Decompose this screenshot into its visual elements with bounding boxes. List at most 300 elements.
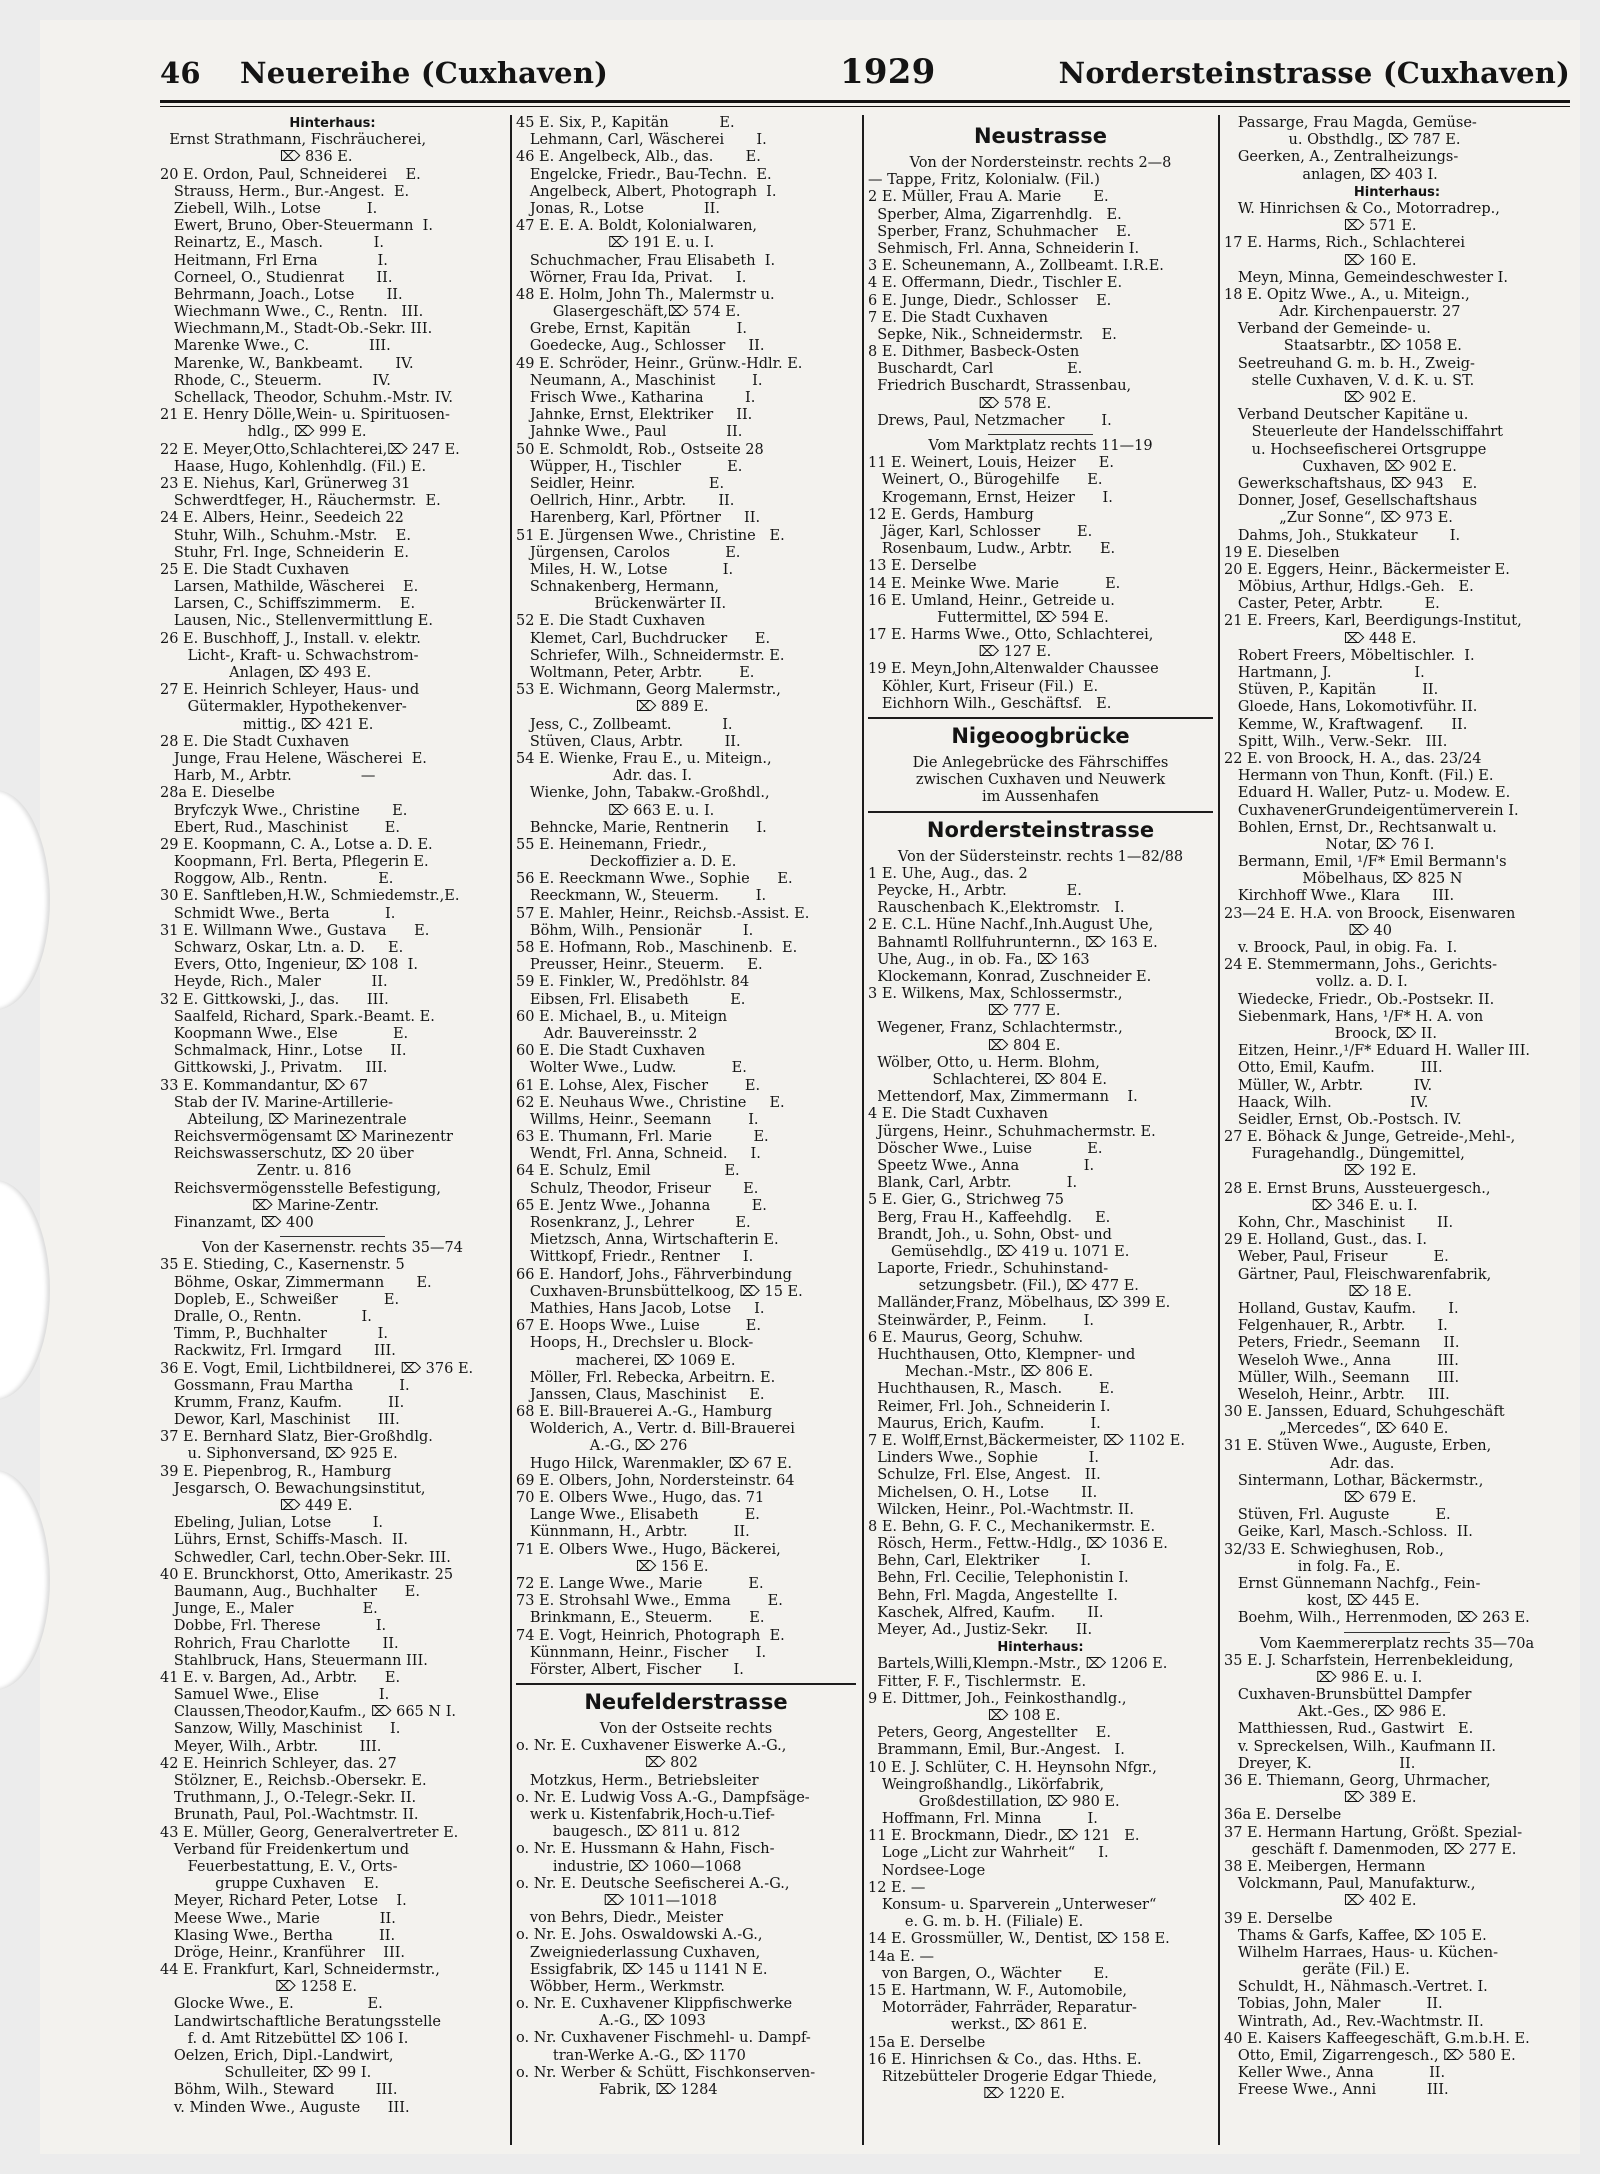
directory-entry: 43 E. Müller, Georg, Generalvertreter E.	[160, 1824, 459, 1841]
directory-entry: 68 E. Bill-Brauerei A.-G., Hamburg	[516, 1404, 772, 1421]
directory-entry: 39 E. Derselbe	[1224, 1910, 1333, 1927]
directory-entry: 74 E. Vogt, Heinrich, Photograph E.	[516, 1627, 785, 1644]
directory-entry: Miles, H. W., Lotse I.	[516, 561, 734, 578]
directory-entry: 32/33 E. Schwieghusen, Rob.,	[1224, 1541, 1444, 1558]
directory-entry: Siebenmark, Hans, ¹/F* H. A. von	[1224, 1008, 1484, 1025]
directory-entry: 60 E. Die Stadt Cuxhaven	[516, 1043, 706, 1060]
directory-entry: 73 E. Strohsahl Wwe., Emma E.	[516, 1593, 783, 1610]
directory-entry: industrie, ⌦ 1060—1068	[516, 1858, 742, 1875]
range-note: im Aussenhafen	[982, 789, 1099, 806]
directory-entry: Weseloh Wwe., Anna III.	[1224, 1352, 1459, 1369]
directory-entry: Malländer,Franz, Möbelhaus, ⌦ 399 E.	[868, 1295, 1171, 1312]
directory-entry: Uhe, Aug., in ob. Fa., ⌦ 163	[868, 951, 1090, 968]
directory-entry: 67 E. Hoops Wwe., Luise E.	[516, 1318, 761, 1335]
directory-entry: Haase, Hugo, Kohlenhdlg. (Fil.) E.	[160, 458, 427, 475]
directory-entry: ⌦ 108 E.	[868, 1707, 1061, 1724]
directory-entry: Junge, E., Maler E.	[160, 1601, 378, 1618]
directory-entry: 31 E. Willmann Wwe., Gustava E.	[160, 922, 430, 939]
directory-entry: mittig., ⌦ 421 E.	[160, 716, 374, 733]
directory-entry: Jess, C., Zollbeamt. I.	[516, 716, 733, 733]
directory-entry: tran-Werke A.-G., ⌦ 1170	[516, 2047, 746, 2064]
directory-entry: 12 E. —	[868, 1879, 926, 1896]
directory-entry: — Tappe, Fritz, Kolonialw. (Fil.)	[868, 172, 1100, 189]
directory-entry: Zweigniederlassung Cuxhaven,	[516, 1944, 761, 1961]
directory-entry: Wiedecke, Friedr., Ob.-Postsekr. II.	[1224, 991, 1495, 1008]
directory-entry: baugesch., ⌦ 811 u. 812	[516, 1824, 741, 1841]
directory-entry: ⌦ 889 E.	[516, 699, 709, 716]
directory-entry: 72 E. Lange Wwe., Marie E.	[516, 1575, 764, 1592]
directory-entry: 21 E. Henry Dölle,Wein- u. Spirituosen-	[160, 407, 450, 424]
directory-entry: Oellrich, Hinr., Arbtr. II.	[516, 493, 735, 510]
directory-entry: Essigfabrik, ⌦ 145 u 1141 N E.	[516, 1961, 768, 1978]
directory-columns	[160, 115, 1570, 2154]
binder-holes	[0, 0, 60, 2174]
directory-entry: 40 E. Brunckhorst, Otto, Amerikastr. 25	[160, 1566, 454, 1583]
directory-entry: Meyer, Ad., Justiz-Sekr. II.	[868, 1622, 1093, 1638]
directory-entry: Peycke, H., Arbtr. E.	[868, 882, 1082, 899]
directory-entry: ⌦ 836 E.	[160, 149, 353, 166]
directory-entry: Gütermakler, Hypothekenver-	[160, 699, 407, 716]
directory-entry: Larsen, Mathilde, Wäscherei E.	[160, 579, 419, 596]
directory-entry: Nordsee-Loge	[868, 1862, 986, 1879]
directory-entry: Kaschek, Alfred, Kaufm. II.	[868, 1604, 1104, 1621]
directory-entry: Maurus, Erich, Kaufm. I.	[868, 1415, 1101, 1432]
directory-entry: Jäger, Karl, Schlosser E.	[868, 523, 1093, 540]
directory-entry: 53 E. Wichmann, Georg Malermstr.,	[516, 682, 781, 699]
directory-entry: kost, ⌦ 445 E.	[1224, 1593, 1420, 1610]
directory-entry: Ernst Günnemann Nachfg., Fein-	[1224, 1575, 1481, 1592]
directory-entry: 18 E. Opitz Wwe., A., u. Miteign.,	[1224, 286, 1470, 303]
directory-entry: Reimer, Frl. Joh., Schneiderin I.	[868, 1398, 1111, 1415]
directory-entry: Sperber, Alma, Zigarrenhdlg. E.	[868, 206, 1122, 223]
directory-entry: Ebert, Rud., Maschinist E.	[160, 819, 400, 836]
directory-entry: Finanzamt, ⌦ 400	[160, 1215, 314, 1231]
directory-entry: Schmalmack, Hinr., Lotse II.	[160, 1043, 407, 1060]
directory-entry: Adr. das. I.	[516, 768, 693, 785]
directory-entry: Ritzebütteler Drogerie Edgar Thiede,	[868, 2068, 1157, 2085]
directory-entry: Abteilung, ⌦ Marinezentrale	[160, 1111, 407, 1128]
directory-entry: Stuhr, Frl. Inge, Schneiderin E.	[160, 544, 409, 561]
right-running-title: Nordersteinstrasse (Cuxhaven)	[1058, 56, 1570, 90]
directory-entry: CuxhavenerGrundeigentümerverein I.	[1224, 802, 1519, 819]
directory-entry: Wolderich, A., Vertr. d. Bill-Brauerei	[516, 1421, 795, 1438]
directory-entry: ⌦ Marine-Zentr.	[160, 1197, 379, 1214]
directory-entry: Dreyer, K. II.	[1224, 1755, 1416, 1772]
directory-entry: Mettendorf, Max, Zimmermann I.	[868, 1089, 1138, 1106]
directory-entry: Wegener, Franz, Schlachtermstr.,	[868, 1020, 1123, 1037]
directory-entry: Heitmann, Frl Erna I.	[160, 252, 388, 269]
directory-entry: Schuldt, H., Nähmasch.-Vertret. I.	[1224, 1979, 1488, 1996]
directory-entry: Dobbe, Frl. Therese I.	[160, 1618, 387, 1635]
directory-entry: Laporte, Friedr., Schuhinstand-	[868, 1261, 1109, 1278]
range-note: zwischen Cuxhaven und Neuwerk	[915, 772, 1166, 789]
directory-entry: 40 E. Kaisers Kaffeegeschäft, G.m.b.H. E.	[1224, 2030, 1530, 2047]
directory-entry: Peters, Georg, Angestellter E.	[868, 1725, 1111, 1742]
directory-entry: Wölber, Otto, u. Herm. Blohm,	[868, 1054, 1100, 1071]
directory-entry: Otto, Emil, Zigarrengesch., ⌦ 580 E.	[1224, 2048, 1516, 2064]
directory-entry: 27 E. Heinrich Schleyer, Haus- und	[160, 682, 420, 699]
directory-entry: Futtermittel, ⌦ 594 E.	[868, 609, 1109, 626]
directory-entry: Preusser, Heinr., Steuerm. E.	[516, 957, 763, 974]
directory-entry: Behncke, Marie, Rentnerin I.	[516, 819, 767, 836]
directory-entry: Frisch Wwe., Katharina I.	[516, 390, 756, 406]
directory-entry: Harenberg, Karl, Pförtner II.	[516, 510, 761, 527]
directory-entry: ⌦ 1220 E.	[868, 2086, 1066, 2103]
directory-entry: Gärtner, Paul, Fleischwarenfabrik,	[1224, 1266, 1492, 1283]
directory-entry: Stölzner, E., Reichsb.-Obersekr. E.	[160, 1773, 427, 1789]
directory-entry: Gemüsehdlg., ⌦ 419 u. 1071 E.	[868, 1243, 1130, 1260]
directory-entry: 10 E. J. Schlüter, C. H. Heynsohn Nfgr.,	[868, 1759, 1157, 1776]
directory-entry: Ewert, Bruno, Ober-Steuermann I.	[160, 218, 433, 235]
directory-entry: Müller, W., Arbtr. IV.	[1224, 1077, 1433, 1094]
directory-entry: Kemme, W., Kraftwagenf. II.	[1224, 716, 1468, 733]
directory-entry: Wüpper, H., Tischler E.	[516, 458, 743, 475]
separator	[1224, 1628, 1570, 1636]
directory-entry: 29 E. Koopmann, C. A., Lotse a. D. E.	[160, 836, 433, 853]
directory-entry: Felgenhauer, R., Arbtr. I.	[1224, 1318, 1448, 1335]
directory-entry: 8 E. Dithmer, Basbeck-Osten	[868, 344, 1080, 361]
directory-entry: ⌦ 902 E.	[1224, 390, 1417, 406]
directory-entry: 11 E. Brockmann, Diedr., ⌦ 121 E.	[868, 1828, 1140, 1845]
directory-entry: 70 E. Olbers Wwe., Hugo, das. 71	[516, 1490, 765, 1506]
directory-entry: Cuxhaven-Brunsbüttelkoog, ⌦ 15 E.	[516, 1283, 803, 1300]
directory-entry: Huchthausen, Otto, Klempner- und	[868, 1347, 1136, 1363]
separator	[868, 430, 1213, 438]
directory-entry: ⌦ 663 E. u. I.	[516, 802, 715, 819]
directory-entry: 56 E. Reeckmann Wwe., Sophie E.	[516, 871, 793, 888]
directory-entry: Brammann, Emil, Bur.-Angest. I.	[868, 1742, 1125, 1759]
directory-entry: Jürgens, Heinr., Schuhmachermstr. E.	[868, 1123, 1156, 1140]
directory-entry: 23 E. Niehus, Karl, Grünerweg 31	[160, 475, 411, 492]
directory-entry: Weber, Paul, Friseur E.	[1224, 1249, 1449, 1266]
directory-entry: Reeckmann, W., Steuerm. I.	[516, 888, 767, 905]
directory-entry: 57 E. Mahler, Heinr., Reichsb.-Assist. E.	[516, 905, 810, 922]
directory-entry: 29 E. Holland, Gust., das. I.	[1224, 1232, 1427, 1249]
directory-entry: Berg, Frau H., Kaffeehdlg. E.	[868, 1209, 1111, 1226]
directory-entry: u. Obsthdlg., ⌦ 787 E.	[1224, 132, 1461, 149]
directory-entry: 41 E. v. Bargen, Ad., Arbtr. E.	[160, 1669, 401, 1686]
directory-entry: Koopmann Wwe., Else E.	[160, 1025, 409, 1042]
directory-entry: 26 E. Buschhoff, J., Install. v. elektr.	[160, 630, 421, 647]
directory-entry: Ebeling, Julian, Lotse I.	[160, 1515, 384, 1532]
directory-entry: Rösch, Herm., Fettw.-Hdlg., ⌦ 1036 E.	[868, 1536, 1168, 1553]
directory-entry: Bahnamtl Rollfuhrunternn., ⌦ 163 E.	[868, 934, 1158, 951]
directory-entry: Bermann, Emil, ¹/F* Emil Bermann's	[1224, 854, 1507, 871]
directory-entry: Schulleiter, ⌦ 99 I.	[160, 2065, 372, 2082]
directory-entry: Meyer, Wilh., Arbtr. III.	[160, 1738, 382, 1755]
directory-entry: Wienke, John, Tabakw.-Großhdl.,	[516, 785, 770, 802]
directory-entry: o. Nr. E. Hussmann & Hahn, Fisch-	[516, 1841, 775, 1858]
column-divider	[862, 115, 864, 2145]
directory-entry: Behn, Carl, Elektriker I.	[868, 1553, 1091, 1570]
directory-entry: werkst., ⌦ 861 E.	[868, 2017, 1088, 2034]
directory-entry: Brinkmann, E., Steuerm. E.	[516, 1610, 765, 1627]
directory-entry: 16 E. Hinrichsen & Co., das. Hths. E.	[868, 2051, 1142, 2068]
directory-entry: Brunath, Paul, Pol.-Wachtmstr. II.	[160, 1807, 419, 1824]
directory-entry: macherei, ⌦ 1069 E.	[516, 1352, 736, 1369]
directory-entry: Steinwärder, P., Feinm. I.	[868, 1312, 1094, 1329]
directory-entry: o. Nr. Werber & Schütt, Fischkonserven-	[516, 2064, 816, 2081]
directory-entry: Neumann, A., Maschinist I.	[516, 372, 763, 389]
directory-entry: o. Nr. E. Deutsche Seefischerei A.-G.,	[516, 1875, 790, 1892]
directory-entry: 46 E. Angelbeck, Alb., das. E.	[516, 149, 761, 166]
directory-entry: Akt.-Ges., ⌦ 986 E.	[1224, 1704, 1447, 1721]
directory-entry: v. Minden Wwe., Auguste III.	[160, 2099, 410, 2116]
directory-entry: u. Hochseefischerei Ortsgruppe	[1224, 441, 1487, 458]
directory-entry: Janssen, Claus, Maschinist E.	[516, 1386, 765, 1403]
directory-entry: Weinert, O., Bürogehilfe E.	[868, 472, 1103, 489]
directory-entry: 39 E. Piepenbrog, R., Hamburg	[160, 1463, 392, 1480]
directory-entry: Gewerkschaftshaus, ⌦ 943 E.	[1224, 475, 1478, 492]
directory-entry: 22 E. von Broock, H. A., das. 23/24	[1224, 750, 1482, 767]
directory-entry: Jürgensen, Carolos E.	[516, 544, 741, 561]
directory-entry: Eichhorn Wilh., Geschäftsf. E.	[868, 695, 1112, 712]
directory-entry: Seidler, Heinr. E.	[516, 475, 725, 492]
street-heading: Neustrasse	[973, 124, 1108, 148]
directory-entry: Roggow, Alb., Rentn. E.	[160, 871, 394, 888]
directory-entry: Feuerbestattung, E. V., Orts-	[160, 1858, 398, 1875]
directory-entry: Glocke Wwe., E. E.	[160, 1996, 383, 2013]
directory-entry: 59 E. Finkler, W., Predöhlstr. 84	[516, 974, 750, 991]
directory-entry: Blank, Carl, Arbtr. I.	[868, 1175, 1078, 1192]
directory-entry: Großdestillation, ⌦ 980 E.	[868, 1793, 1120, 1810]
directory-entry: Stahlbruck, Hans, Steuermann III.	[160, 1652, 428, 1669]
directory-entry: Wöbber, Herm., Werkmstr.	[516, 1978, 725, 1995]
directory-entry: Müller, Wilh., Seemann III.	[1224, 1369, 1460, 1386]
directory-entry: Klasing Wwe., Bertha II.	[160, 1927, 396, 1944]
header-rule	[160, 100, 1570, 103]
directory-entry: Furagehandlg., Düngemittel,	[1224, 1146, 1465, 1163]
directory-entry: Matthiessen, Rud., Gastwirt E.	[1224, 1721, 1474, 1738]
range-note: Die Anlegebrücke des Fährschiffes	[912, 755, 1169, 771]
directory-entry: 69 E. Olbers, John, Nordersteinstr. 64	[516, 1472, 795, 1489]
directory-entry: Fabrik, ⌦ 1284	[516, 2082, 718, 2098]
directory-entry: Ziebell, Wilh., Lotse I.	[160, 200, 378, 217]
directory-entry: Hoffmann, Frl. Minna I.	[868, 1811, 1098, 1828]
directory-entry: 3 E. Scheunemann, A., Zollbeamt. I.R.E.	[868, 258, 1164, 275]
directory-entry: 17 E. Harms Wwe., Otto, Schlachterei,	[868, 627, 1154, 644]
directory-entry: Gittkowski, J., Privatm. III.	[160, 1060, 388, 1077]
directory-entry: 27 E. Böhack & Junge, Getreide-,Mehl-,	[1224, 1129, 1516, 1146]
column-2	[516, 115, 856, 2154]
directory-entry: 2 E. Müller, Frau A. Marie E.	[868, 189, 1109, 206]
directory-entry: Reichsvermögensstelle Befestigung,	[160, 1180, 441, 1197]
directory-entry: 38 E. Meibergen, Hermann	[1224, 1858, 1426, 1875]
directory-entry: Geerken, A., Zentralheizungs-	[1224, 149, 1459, 166]
directory-entry: 35 E. Stieding, C., Kasernenstr. 5	[160, 1257, 405, 1274]
directory-entry: Schwedler, Carl, techn.Ober-Sekr. III.	[160, 1549, 451, 1566]
directory-entry: Klockemann, Konrad, Zuschneider E.	[868, 968, 1152, 985]
directory-entry: Verband Deutscher Kapitäne u.	[1224, 407, 1469, 424]
directory-entry: ⌦ 777 E.	[868, 1003, 1061, 1020]
directory-entry: ⌦ 448 E.	[1224, 630, 1417, 647]
directory-entry: A.-G., ⌦ 276	[516, 1438, 688, 1455]
directory-entry: 44 E. Frankfurt, Karl, Schneidermstr.,	[160, 1962, 440, 1979]
street-heading: Nordersteinstrasse	[868, 811, 1213, 847]
directory-entry: 36 E. Thiemann, Georg, Uhrmacher,	[1224, 1773, 1491, 1789]
directory-entry: 35 E. J. Scharfstein, Herrenbekleidung,	[1224, 1652, 1514, 1669]
directory-entry: Möller, Frl. Rebecka, Arbeitrn. E.	[516, 1369, 776, 1386]
directory-entry: 49 E. Schröder, Heinr., Grünw.-Hdlr. E.	[516, 355, 803, 372]
directory-page	[40, 20, 1580, 2154]
directory-entry: Deckoffizier a. D. E.	[516, 854, 737, 871]
directory-entry: 37 E. Hermann Hartung, Größt. Spezial-	[1224, 1824, 1523, 1841]
directory-entry: Schwerdtfeger, H., Räuchermstr. E.	[160, 493, 441, 510]
directory-entry: geschäft f. Damenmoden, ⌦ 277 E.	[1224, 1841, 1517, 1858]
directory-entry: ⌦ 802	[516, 1755, 698, 1772]
directory-entry: Oelzen, Erich, Dipl.-Landwirt,	[160, 2048, 394, 2064]
directory-entry: e. G. m. b. H. (Filiale) E.	[868, 1914, 1084, 1931]
directory-entry: 64 E. Schulz, Emil E.	[516, 1163, 740, 1180]
directory-entry: 28 E. Ernst Bruns, Aussteuergesch.,	[1224, 1180, 1491, 1197]
directory-entry: Meyn, Minna, Gemeindeschwester I.	[1224, 269, 1508, 286]
directory-entry: 5 E. Gier, G., Strichweg 75	[868, 1192, 1065, 1209]
directory-entry: 23—24 E. H.A. von Broock, Eisenwaren	[1224, 905, 1516, 922]
directory-entry: 28 E. Die Stadt Cuxhaven	[160, 733, 350, 750]
separator	[160, 1232, 505, 1240]
directory-entry: Geike, Karl, Masch.-Schloss. II.	[1224, 1524, 1473, 1541]
directory-entry: Wolter Wwe., Ludw. E.	[516, 1060, 747, 1077]
directory-entry: 17 E. Harms, Rich., Schlachterei	[1224, 235, 1466, 252]
directory-entry: Rosenkranz, J., Lehrer E.	[516, 1215, 751, 1231]
directory-entry: Cuxhaven, ⌦ 902 E.	[1224, 458, 1457, 475]
left-running-title: Neuereihe (Cuxhaven)	[240, 56, 609, 90]
directory-entry: Otto, Emil, Kaufm. III.	[1224, 1060, 1443, 1077]
directory-entry: Glasergeschäft,⌦ 574 E.	[516, 304, 741, 321]
directory-entry: Rackwitz, Frl. Irmgard III.	[160, 1343, 396, 1360]
directory-entry: Landwirtschaftliche Beratungsstelle	[160, 2013, 441, 2030]
directory-entry: Seetreuhand G. m. b. H., Zweig-	[1224, 355, 1475, 372]
directory-entry: 11 E. Weinert, Louis, Heizer E.	[868, 455, 1114, 472]
directory-entry: Thams & Garfs, Kaffee, ⌦ 105 E.	[1224, 1927, 1487, 1944]
range-note: Von der Südersteinstr. rechts 1—82/88	[897, 848, 1184, 865]
directory-entry: 15 E. Hartmann, W. F., Automobile,	[868, 1982, 1128, 1999]
directory-entry: Stüven, P., Kapitän II.	[1224, 682, 1439, 699]
directory-entry: Krumm, Franz, Kaufm. II.	[160, 1394, 405, 1411]
range-note: Vom Marktplatz rechts 11—19	[928, 438, 1153, 454]
directory-entry: Böhm, Wilh., Pensionär I.	[516, 922, 754, 939]
subsection-heading: Hinterhaus:	[1353, 184, 1441, 200]
directory-entry: Wiechmann,M., Stadt-Ob.-Sekr. III.	[160, 321, 433, 338]
directory-entry: 48 E. Holm, John Th., Malermstr u.	[516, 286, 775, 303]
page-number: 46	[160, 56, 201, 90]
directory-entry: 71 E. Olbers Wwe., Hugo, Bäckerei,	[516, 1541, 781, 1558]
directory-entry: 52 E. Die Stadt Cuxhaven	[516, 613, 706, 630]
directory-entry: Böhme, Oskar, Zimmermann E.	[160, 1274, 432, 1291]
directory-entry: Wilcken, Heinr., Pol.-Wachtmstr. II.	[868, 1501, 1135, 1518]
directory-entry: Bryfczyk Wwe., Christine E.	[160, 802, 408, 819]
directory-entry: Köhler, Kurt, Friseur (Fil.) E.	[868, 678, 1099, 695]
directory-entry: Stüven, Frl. Auguste E.	[1224, 1507, 1451, 1524]
directory-entry: Dopleb, E., Schweißer E.	[160, 1291, 400, 1308]
directory-entry: 62 E. Neuhaus Wwe., Christine E.	[516, 1094, 785, 1111]
directory-entry: Steuerleute der Handelsschiffahrt	[1224, 424, 1503, 441]
directory-entry: Dralle, O., Rentn. I.	[160, 1308, 372, 1325]
directory-entry: Möbelhaus, ⌦ 825 N	[1224, 871, 1463, 888]
directory-entry: 14 E. Grossmüller, W., Dentist, ⌦ 158 E.	[868, 1931, 1170, 1948]
directory-entry: ⌦ 1258 E.	[160, 1979, 358, 1996]
directory-entry: „Zur Sonne“, ⌦ 973 E.	[1224, 510, 1453, 527]
directory-entry: Schwarz, Oskar, Ltn. a. D. E.	[160, 940, 404, 956]
directory-entry: Lehmann, Carl, Wäscherei I.	[516, 132, 767, 149]
directory-entry: Meese Wwe., Marie II.	[160, 1910, 396, 1927]
directory-entry: 33 E. Kommandantur, ⌦ 67	[160, 1077, 369, 1094]
directory-entry: A.-G., ⌦ 1093	[516, 2013, 706, 2030]
directory-entry: werk u. Kistenfabrik,Hoch-u.Tief-	[516, 1807, 775, 1823]
directory-entry: Caster, Peter, Arbtr. E.	[1224, 596, 1440, 613]
directory-entry: Lührs, Ernst, Schiffs-Masch. II.	[160, 1532, 409, 1549]
column-1	[160, 115, 505, 2154]
directory-entry: ⌦ 578 E.	[868, 395, 1052, 412]
directory-entry: Peters, Friedr., Seemann II.	[1224, 1335, 1460, 1352]
directory-entry: Sanzow, Willy, Maschinist I.	[160, 1721, 401, 1738]
directory-entry: Wittkopf, Friedr., Rentner I.	[516, 1249, 754, 1266]
directory-entry: 54 E. Wienke, Frau E., u. Miteign.,	[516, 750, 772, 767]
directory-entry: 30 E. Sanftleben,H.W., Schmiedemstr.,E.	[160, 888, 460, 905]
directory-entry: Künnmann, H., Arbtr. II.	[516, 1524, 750, 1541]
year-title: 1929	[840, 52, 936, 92]
directory-entry: Schuchmacher, Frau Elisabeth I.	[516, 252, 776, 269]
directory-entry: Hartmann, J. I.	[1224, 665, 1425, 681]
directory-entry: 22 E. Meyer,Otto,Schlachterei,⌦ 247 E.	[160, 441, 460, 458]
directory-entry: 19 E. Meyn,John,Altenwalder Chaussee	[868, 661, 1159, 678]
directory-entry: 9 E. Dittmer, Joh., Feinkosthandlg.,	[868, 1690, 1127, 1707]
directory-entry: vollz. a. D. I.	[1224, 974, 1408, 991]
directory-entry: Goedecke, Aug., Schlosser II.	[516, 338, 765, 355]
directory-entry: Timm, P., Buchhalter I.	[160, 1326, 388, 1343]
header-rule-thin	[160, 106, 1570, 107]
directory-entry: 21 E. Freers, Karl, Beerdigungs-Institut,	[1224, 613, 1522, 630]
directory-entry: Sintermann, Lothar, Bäckermstr.,	[1224, 1472, 1484, 1489]
directory-entry: Mietzsch, Anna, Wirtschafterin E.	[516, 1232, 779, 1249]
directory-entry: 14a E. —	[868, 1948, 935, 1965]
directory-entry: Larsen, C., Schiffszimmerm. E.	[160, 596, 416, 613]
directory-entry: Heyde, Rich., Maler II.	[160, 974, 388, 991]
column-divider	[510, 115, 512, 2145]
directory-entry: Kirchhoff Wwe., Klara III.	[1224, 888, 1455, 905]
directory-entry: Lange Wwe., Elisabeth E.	[516, 1507, 760, 1524]
directory-entry: Eitzen, Heinr.,¹/F* Eduard H. Waller III.	[1224, 1043, 1531, 1060]
column-3	[868, 115, 1213, 2154]
directory-entry: 45 E. Six, P., Kapitän E.	[516, 115, 735, 131]
directory-entry: ⌦ 679 E.	[1224, 1490, 1417, 1506]
directory-entry: Grebe, Ernst, Kapitän I.	[516, 321, 747, 338]
punch-hole	[0, 790, 50, 1010]
directory-entry: 20 E. Ordon, Paul, Schneiderei E.	[160, 166, 421, 183]
directory-entry: Woltmann, Peter, Arbtr. E.	[516, 665, 755, 681]
directory-entry: 47 E. E. A. Boldt, Kolonialwaren,	[516, 218, 758, 235]
directory-entry: Strauss, Herm., Bur.-Angest. E.	[160, 183, 410, 200]
directory-entry: Adr. Kirchenpauerstr. 27	[1224, 304, 1461, 321]
directory-entry: Dahms, Joh., Stukkateur I.	[1224, 527, 1461, 544]
directory-entry: Schulz, Theodor, Friseur E.	[516, 1180, 759, 1197]
directory-entry: Tobias, John, Maler II.	[1224, 1996, 1443, 2013]
directory-entry: Bartels,Willi,Klempn.-Mstr., ⌦ 1206 E.	[868, 1656, 1168, 1673]
directory-entry: Wiechmann Wwe., C., Rentn. III.	[160, 304, 424, 321]
directory-entry: 14 E. Meinke Wwe. Marie E.	[868, 575, 1121, 592]
directory-entry: 36 E. Vogt, Emil, Lichtbildnerei, ⌦ 376 E.	[160, 1360, 474, 1377]
directory-entry: Rauschenbach K.,Elektromstr. I.	[868, 900, 1125, 917]
directory-entry: Brandt, Joh., u. Sohn, Obst- und	[868, 1226, 1112, 1243]
directory-entry: Passarge, Frau Magda, Gemüse-	[1224, 115, 1477, 131]
directory-entry: Hermann von Thun, Konft. (Fil.) E.	[1224, 768, 1494, 785]
directory-entry: Corneel, O., Studienrat II.	[160, 269, 393, 286]
punch-hole	[0, 1470, 50, 1690]
directory-entry: 31 E. Stüven Wwe., Auguste, Erben,	[1224, 1438, 1492, 1455]
directory-entry: Fitter, F. F., Tischlermstr. E.	[868, 1673, 1087, 1690]
directory-entry: in folg. Fa., E.	[1224, 1558, 1401, 1575]
directory-entry: ⌦ 1011—1018	[516, 1892, 717, 1909]
